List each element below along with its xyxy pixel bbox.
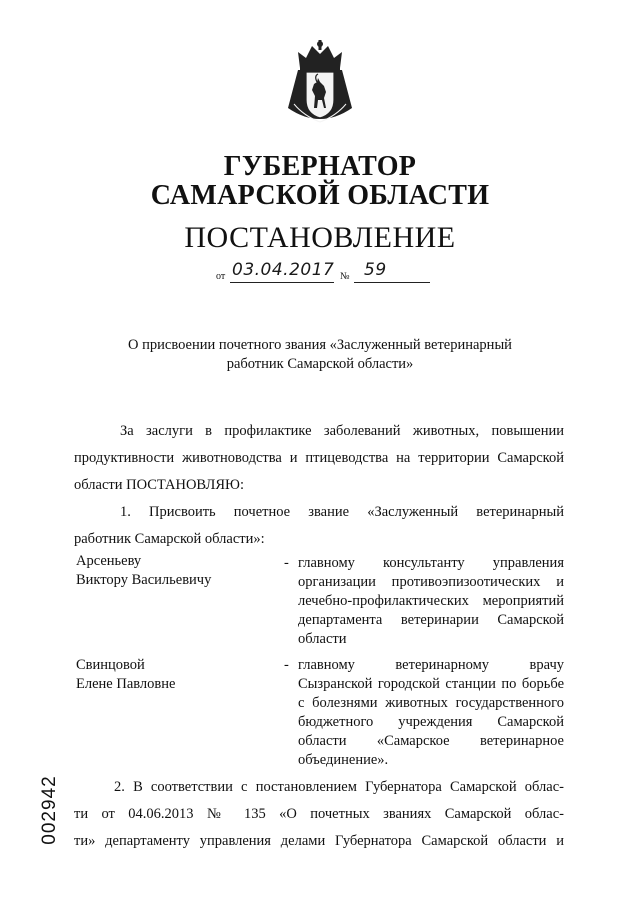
subject-line-1: О присвоении почетного звания «Заслуженный ветеринарный	[128, 337, 512, 353]
preamble-line-2: продуктивности животноводства и птицеводства на территории Самарской	[74, 450, 564, 466]
item-2-paragraph	[74, 774, 564, 855]
number-handwritten: 59	[364, 260, 387, 280]
number-label: №	[340, 271, 350, 282]
date-label: от	[216, 271, 226, 282]
coat-of-arms-emblem	[284, 38, 356, 126]
recipient-1-given-names: Виктору Васильевичу	[76, 572, 212, 588]
item-1-line-1: 1. Присвоить почетное звание «Заслуженный ветеринарный	[120, 504, 564, 520]
date-number-line	[212, 262, 442, 286]
document-type: ПОСТАНОВЛЕНИЕ	[184, 221, 456, 254]
recipient-1-surname: Арсеньеву	[76, 553, 142, 569]
registration-number-text: 002942	[39, 775, 60, 845]
issuer-title: ГУБЕРНАТОР	[223, 151, 417, 182]
recipient-1-position: главному консультанту управления организации противоэпизоотических и лечебно-профилактических мероприятий департамента ветеринарии Самарской области	[298, 555, 564, 647]
item-2-line-1: 2. В соответствии с постановлением Губернатора Самарской облас-	[114, 779, 564, 795]
recipient-2-surname: Свинцовой	[76, 657, 145, 673]
recipient-2-dash: -	[284, 657, 289, 673]
registration-number	[30, 775, 70, 845]
date-handwritten: 03.04.2017	[232, 260, 335, 280]
recipient-2-given-names: Елене Павловне	[76, 676, 176, 692]
recipient-2-position: главному ветеринарному врачу Сызранской городской станции по борьбе с болезнями животных государственного бюджетного учреждения Самарской области «Самарское ветеринарное объединение».	[298, 657, 564, 768]
item-2-line-2: ти от 04.06.2013 № 135 «О почетных званиях Самарской облас-	[74, 806, 564, 822]
item-2-line-3: ти» департаменту управления делами Губернатора Самарской области и	[74, 833, 564, 849]
recipient-1-dash: -	[284, 555, 289, 571]
preamble-line-1: За заслуги в профилактике заболеваний животных, повышении	[120, 423, 564, 439]
issuer-region: САМАРСКОЙ ОБЛАСТИ	[150, 180, 490, 211]
document-subject	[110, 336, 530, 374]
item-1-paragraph	[74, 499, 564, 553]
subject-line-2: работник Самарской области»	[226, 356, 414, 372]
item-1-line-2: работник Самарской области»:	[74, 531, 265, 547]
preamble-line-3: области ПОСТАНОВЛЯЮ:	[74, 477, 244, 493]
preamble-paragraph	[74, 418, 564, 499]
